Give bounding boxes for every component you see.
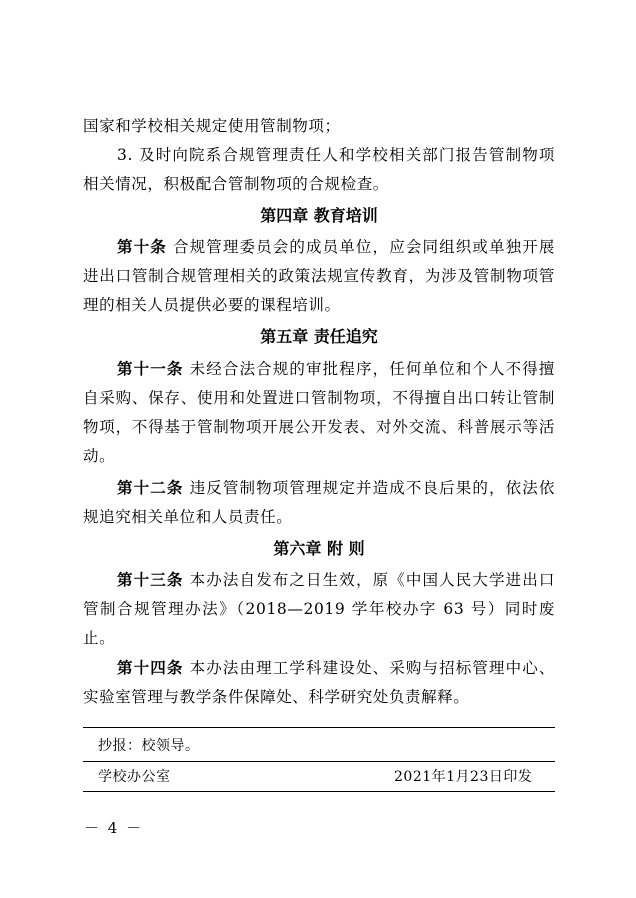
- article-number: 第十一条: [117, 359, 184, 378]
- article-number: 第十三条: [117, 570, 184, 589]
- article-number: 第十条: [117, 237, 167, 256]
- article-13: [83, 565, 555, 653]
- paragraph-text: 国家和学校相关规定使用管制物项；: [83, 117, 341, 135]
- page-number: － 4 －: [84, 819, 144, 837]
- article-text: 本办法自发布之日生效，原《中国人民大学进出口管制合规管理办法》（2018—2019 学年校办字 63 号）同时废止。: [83, 571, 556, 647]
- paragraph-text: 3. 及时向院系合规管理责任人和学校相关部门报告管制物项相关情况，积极配合管制物项的合规检查。: [83, 146, 555, 193]
- chapter-4-heading: 第四章 教育培训: [260, 206, 378, 225]
- issuing-office: 学校办公室: [98, 769, 171, 785]
- article-text: 本办法由理工学科建设处、采购与招标管理中心、实验室管理与教学条件保障处、科学研究处负责解释。: [83, 659, 556, 706]
- article-text: 合规管理委员会的成员单位，应会同组织或单独开展进出口管制合规管理相关的政策法规宣传教育，为涉及管制物项管理的相关人员提供必要的课程培训。: [83, 238, 555, 314]
- article-text: 违反管制物项管理规定并造成不良后果的，依法依规追究相关单位和人员责任。: [83, 479, 556, 526]
- paragraph-continuation: [83, 112, 555, 141]
- article-number: 第十四条: [117, 658, 184, 677]
- article-12: [83, 473, 555, 532]
- chapter-5-heading: 第五章 责任追究: [260, 327, 378, 346]
- article-text: 未经合法合规的审批程序，任何单位和个人不得擅自采购、保存、使用和处置进口管制物项，不得擅自出口转让管制物项，不得基于管制物项开展公开发表、对外交流、科普展示等活动。: [83, 360, 556, 465]
- footer-middle-rule: [83, 761, 555, 762]
- footer-bottom-rule: [83, 791, 555, 792]
- article-10: [83, 232, 555, 320]
- article-11: [83, 354, 555, 471]
- footer-top-rule: [83, 727, 555, 728]
- cc-recipients: 抄报：校领导。: [98, 738, 200, 754]
- article-14: [83, 653, 555, 712]
- chapter-6-heading: 第六章 附 则: [273, 539, 365, 558]
- article-number: 第十二条: [117, 478, 184, 497]
- issue-date: 2021年1月23日印发: [394, 769, 533, 785]
- paragraph-item-3: [83, 141, 555, 199]
